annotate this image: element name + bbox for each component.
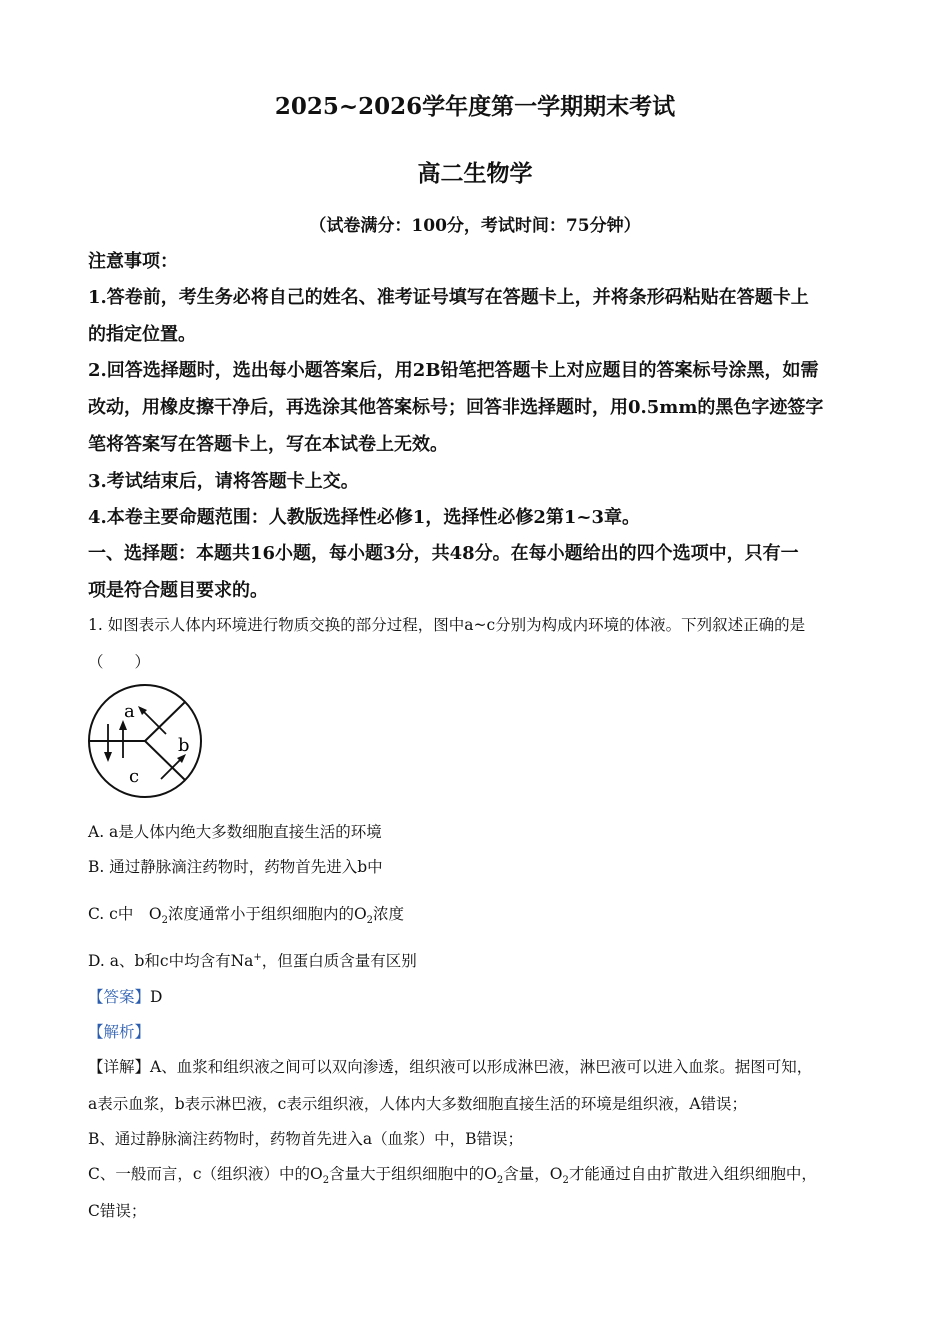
option-a: A. a是人体内绝大多数细胞直接生活的环境 (88, 823, 382, 841)
note-line: 3.考试结束后，请将答题卡上交。 (88, 471, 359, 492)
label-c: c (129, 766, 140, 787)
option-b: B. 通过静脉滴注药物时，药物首先进入b中 (88, 858, 383, 876)
option-d: D. a、b和c中均含有Na+，但蛋白质含量有区别 (88, 951, 417, 970)
detail-line: 【详解】A、血浆和组织液之间可以双向渗透，组织液可以形成淋巴液，淋巴液可以进入血浆。据图可知， (88, 1058, 813, 1076)
label-b: b (178, 735, 190, 756)
analysis-tag: 【解析】 (88, 1023, 151, 1041)
section-heading-cont: 项是符合题目要求的。 (88, 580, 268, 601)
note-line: 改动，用橡皮擦干净后，再选涂其他答案标号；回答非选择题时，用0.5mm的黑色字迹签字 (88, 397, 824, 418)
exam-title: 2025~2026学年度第一学期期末考试 (274, 93, 676, 120)
question-stem: 1. 如图表示人体内环境进行物质交换的部分过程，图中a~c分别为构成内环境的体液。下列叙述正确的是 (88, 616, 806, 634)
body-fluid-diagram (84, 682, 208, 800)
option-c: C. c中 $O_2$浓度通常小于组织细胞内的$O_2$浓度 (88, 905, 405, 927)
note-line: 2.回答选择题时，选出每小题答案后，用2B铅笔把答题卡上对应题目的答案标号涂黑，如需 (88, 360, 819, 381)
exam-meta: （试卷满分：100分，考试时间：75分钟） (309, 216, 641, 236)
answer-tag: 【答案】 (88, 988, 151, 1006)
note-line: 4.本卷主要命题范围：人教版选择性必修1，选择性必修2第1~3章。 (88, 507, 640, 528)
note-line: 笔将答案写在答题卡上，写在本试卷上无效。 (88, 434, 448, 455)
answer-value: D (150, 988, 163, 1006)
note-line: 1.答卷前，考生务必将自己的姓名、准考证号填写在答题卡上，并将条形码粘贴在答题卡上 (88, 287, 809, 308)
notes-heading: 注意事项： (88, 251, 178, 272)
detail-line: a表示血浆，b表示淋巴液，c表示组织液，人体内大多数细胞直接生活的环境是组织液，A错误； (88, 1095, 748, 1113)
detail-line: B、通过静脉滴注药物时，药物首先进入a（血浆）中，B错误； (88, 1130, 524, 1148)
detail-line: C、一般而言，c（组织液）中的$O_2$含量大于组织细胞中的$O_2$含量，$O_2$才能通过自由扩散进入组织细胞中， (88, 1165, 817, 1187)
section-heading: 一、选择题：本题共16小题，每小题3分，共48分。在每小题给出的四个选项中，只有一 (88, 543, 799, 564)
note-line: 的指定位置。 (88, 324, 196, 345)
detail-line: C错误； (88, 1202, 147, 1220)
answer-paren: （ ） (88, 653, 151, 671)
label-a: a (124, 701, 135, 722)
subject-title: 高二生物学 (417, 160, 533, 187)
answer-line (88, 985, 162, 1007)
